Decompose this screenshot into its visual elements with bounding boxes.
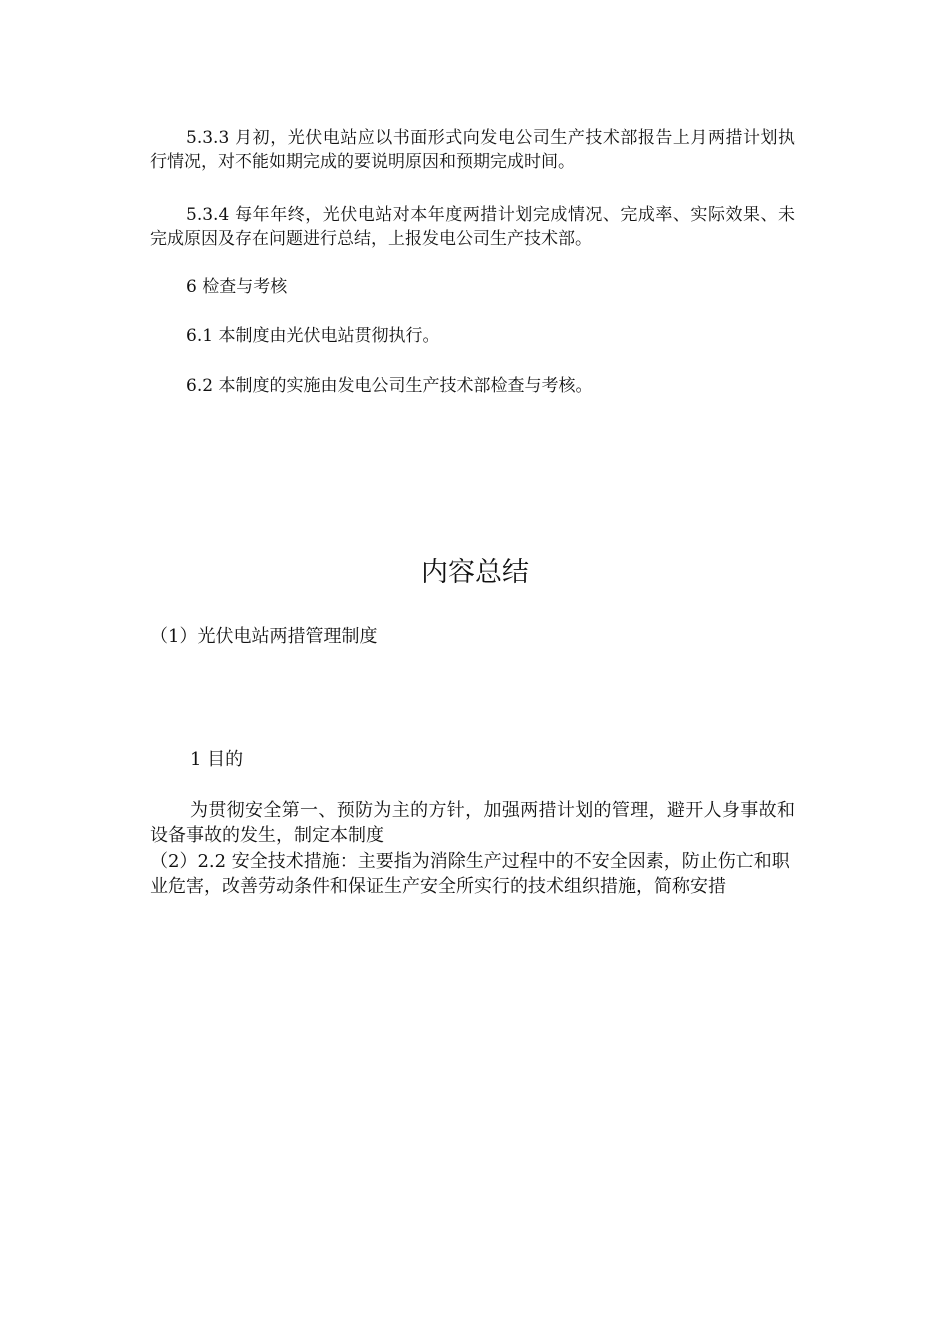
summary-item-1-text: 为贯彻安全第一、预防为主的方针，加强两措计划的管理，避开人身事故和设备事故的发生，制定本制度 [150,800,795,846]
summary-title: 内容总结 [421,557,529,588]
paragraph-6-2: 6.2 本制度的实施由发电公司生产技术部检查与考核。 [186,376,593,396]
summary-item-1: （1）光伏电站两措管理制度 [150,626,378,647]
summary-item-1-heading: 1 目的 [190,749,244,770]
section-heading-6: 6 检查与考核 [186,277,288,297]
paragraph-6-1: 6.1 本制度由光伏电站贯彻执行。 [186,326,440,346]
summary-item-2: （2）2.2 安全技术措施：主要指为消除生产过程中的不安全因素，防止伤亡和职业危害，改善劳动条件和保证生产安全所实行的技术组织措施，简称安措 [150,851,790,897]
paragraph-5-3-4: 5.3.4 每年年终，光伏电站对本年度两措计划完成情况、完成率、实际效果、未完成原因及存在问题进行总结，上报发电公司生产技术部。 [150,205,795,249]
paragraph-5-3-3: 5.3.3 月初，光伏电站应以书面形式向发电公司生产技术部报告上月两措计划执行情况，对不能如期完成的要说明原因和预期完成时间。 [150,128,795,172]
